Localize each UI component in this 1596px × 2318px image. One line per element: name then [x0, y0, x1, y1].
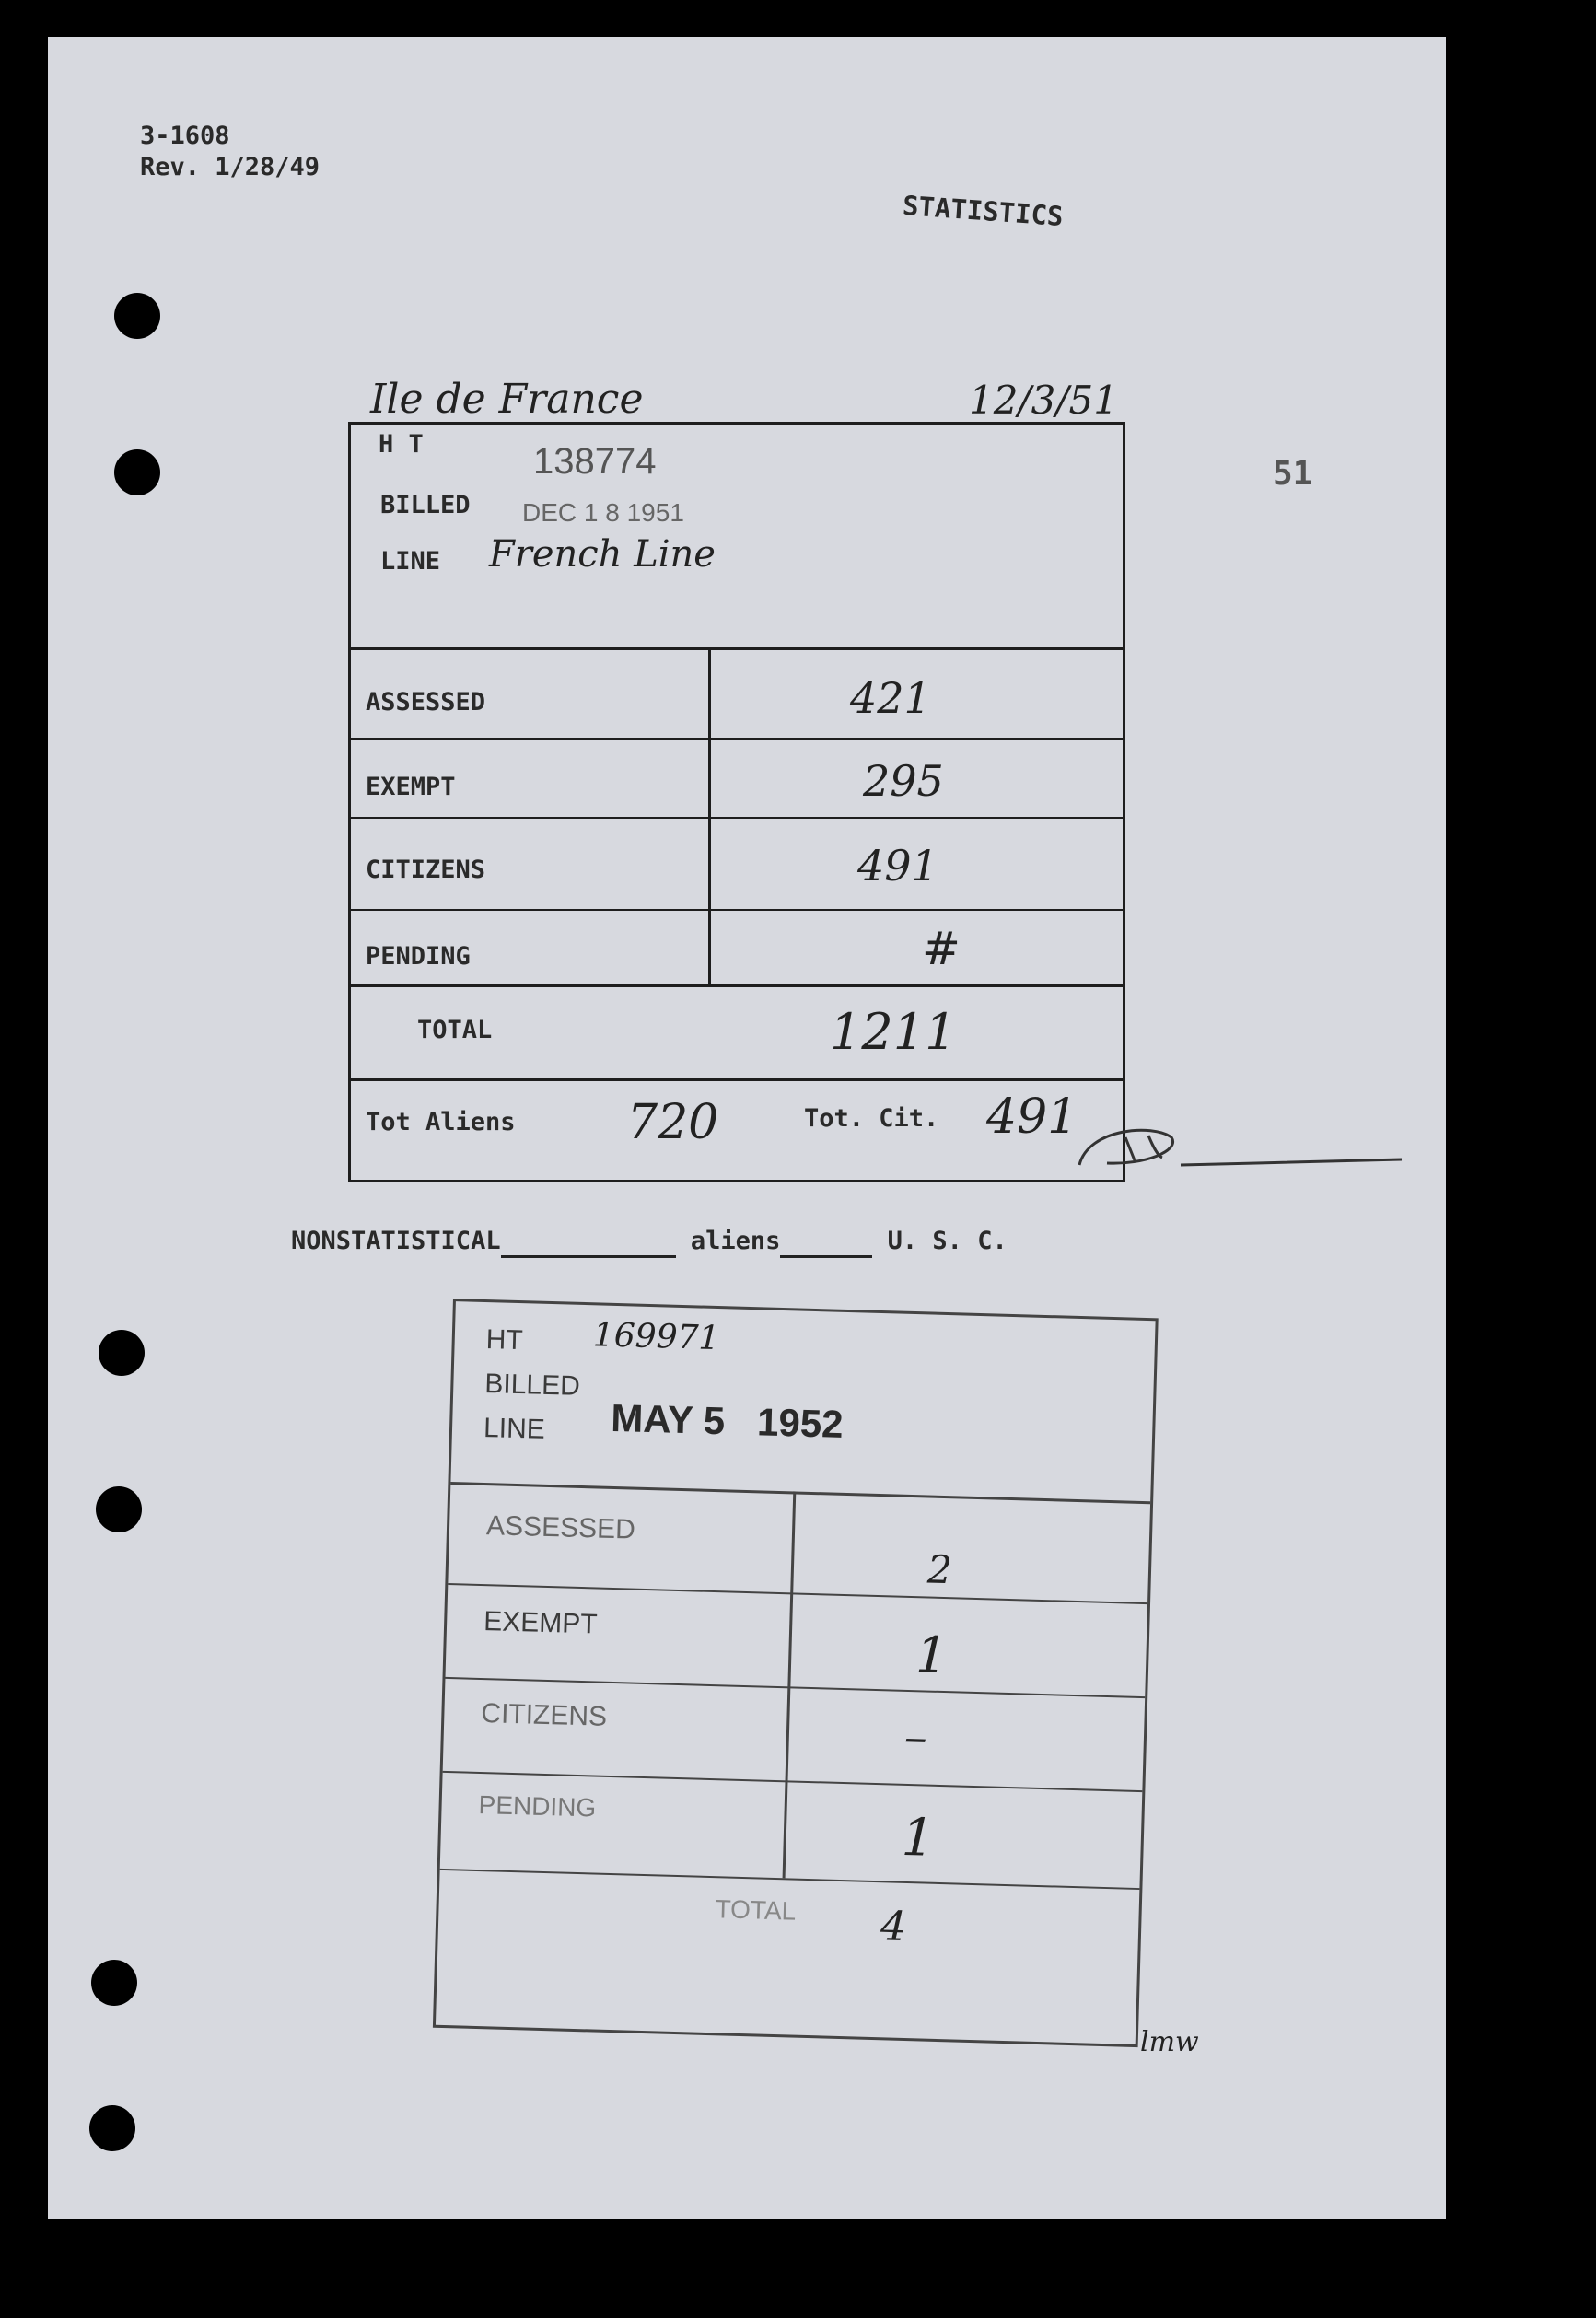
divider [351, 647, 1123, 650]
divider [708, 647, 711, 984]
punch-hole [114, 449, 160, 495]
pending-label: PENDING [366, 942, 471, 971]
form-revision: Rev. 1/28/49 [140, 153, 320, 181]
divider [440, 1869, 1140, 1890]
ht-label: H T [379, 430, 424, 459]
punch-hole [96, 1486, 142, 1532]
exempt-label: EXEMPT [366, 773, 456, 801]
lower-ht-label: HT [485, 1324, 524, 1357]
total-label: TOTAL [417, 1016, 493, 1044]
citizens-value: 491 [857, 841, 938, 891]
lower-pending-value: 1 [900, 1807, 936, 1869]
lower-card [433, 1299, 1159, 2047]
statistics-heading: STATISTICS [902, 189, 1065, 233]
nonstatistical-row [291, 1227, 1008, 1258]
lower-citizens-label: CITIZENS [480, 1698, 608, 1732]
total-value: 1211 [830, 1003, 957, 1061]
aliens-label: aliens [690, 1227, 781, 1255]
divider [783, 1491, 797, 1878]
tot-cit-value: 491 [986, 1089, 1078, 1145]
voyage-date: 12/3/51 [969, 378, 1118, 423]
divider [445, 1677, 1145, 1698]
document-page [48, 37, 1446, 2219]
form-number: 3-1608 [140, 122, 230, 150]
billed-date: DEC 1 8 1951 [522, 498, 684, 527]
lower-exempt-value: 1 [914, 1625, 949, 1685]
line-value: French Line [489, 533, 716, 576]
assessed-value: 421 [850, 673, 931, 723]
assessed-label: ASSESSED [366, 688, 486, 716]
punch-hole [114, 293, 160, 339]
divider [351, 817, 1123, 819]
citizens-label: CITIZENS [366, 856, 486, 884]
ht-number: 138774 [533, 441, 657, 482]
punch-hole [91, 1960, 137, 2006]
lower-exempt-label: EXEMPT [483, 1606, 598, 1640]
divider [351, 1078, 1123, 1081]
divider [351, 738, 1123, 740]
divider [450, 1482, 1150, 1504]
tot-aliens-value: 720 [627, 1095, 719, 1150]
divider [351, 909, 1123, 911]
pending-value: # [922, 922, 961, 975]
usc-label: U. S. C. [887, 1227, 1008, 1255]
lower-line-label: LINE [483, 1412, 546, 1445]
nonstatistical-label: NONSTATISTICAL [291, 1227, 501, 1255]
initials-scribble [1070, 1110, 1411, 1183]
nonstatistical-blank [501, 1227, 676, 1258]
lower-total-value: 4 [880, 1903, 907, 1951]
lower-total-label: TOTAL [715, 1894, 797, 1926]
lower-ht-number: 169971 [592, 1316, 720, 1358]
exempt-value: 295 [863, 756, 944, 806]
lower-pending-label: PENDING [478, 1789, 597, 1823]
aliens-blank [780, 1227, 872, 1258]
lower-assessed-value: 2 [926, 1546, 953, 1593]
lower-assessed-label: ASSESSED [485, 1510, 636, 1545]
tot-cit-label: Tot. Cit. [804, 1104, 939, 1133]
lower-billed-date: MAY 5 1952 [610, 1395, 845, 1446]
divider [351, 984, 1123, 987]
punch-hole [99, 1330, 145, 1376]
page-number: 51 [1273, 455, 1313, 493]
divider [443, 1771, 1143, 1792]
line-label: LINE [380, 547, 441, 576]
tot-aliens-label: Tot Aliens [366, 1108, 516, 1136]
upper-card [348, 422, 1125, 1182]
vessel-name: Ile de France [370, 376, 644, 423]
lower-initials: lmw [1140, 2026, 1199, 2058]
lower-citizens-value: – [903, 1709, 928, 1765]
billed-label: BILLED [380, 491, 471, 519]
lower-billed-label: BILLED [483, 1369, 581, 1402]
punch-hole [89, 2105, 135, 2151]
divider [448, 1583, 1147, 1604]
